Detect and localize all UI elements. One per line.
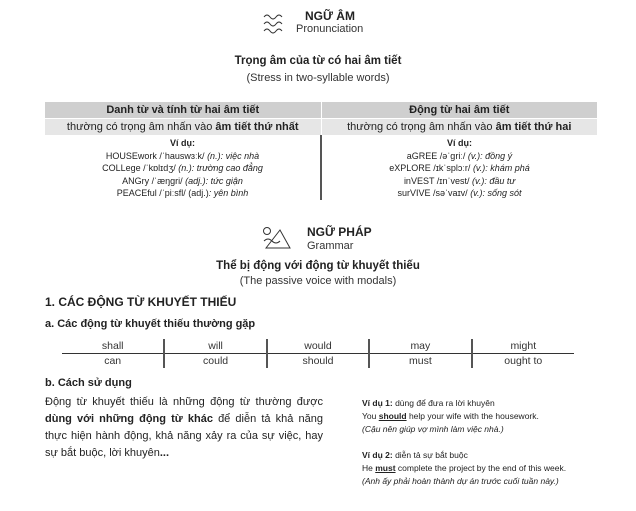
sentence-part: complete the project by the end of this week. xyxy=(395,463,567,473)
example-meaning: : đồng ý xyxy=(480,150,513,161)
example-desc: diễn tả sự bắt buộc xyxy=(392,450,468,460)
para-text: để diễn tả khả năng thực hiện hành động, khả năng xảy ra của sự việc, hay sự bắt buộc, lời khuyên xyxy=(45,413,323,459)
stress-table xyxy=(45,102,597,200)
table-cell: would xyxy=(267,339,369,354)
example-word: COLLege /ˈkɒlɪdʒ/ xyxy=(102,163,179,173)
example-word: aGREE /əˈgriː/ xyxy=(406,150,468,161)
example-1 xyxy=(362,397,622,436)
sentence-part: He xyxy=(362,463,376,473)
table-cell: can xyxy=(104,355,122,367)
section-title: NGỮ PHÁP xyxy=(307,225,372,239)
translation: (Anh ấy phải hoàn thành dự án trước cuối tuần này.) xyxy=(362,476,559,486)
translation: (Cậu nên giúp vợ mình làm việc nhà.) xyxy=(362,424,504,434)
example-pos: (n.) xyxy=(178,163,192,173)
example-meaning: : trường cao đẳng xyxy=(191,163,263,173)
example-pos: (v.) xyxy=(470,188,483,198)
table-cell: might xyxy=(472,339,574,354)
topic-heading-en: (The passive voice with modals) xyxy=(239,275,397,287)
example-word: ANGry /ˈæŋgri/ xyxy=(122,175,186,186)
example-label: Ví dụ: xyxy=(170,138,195,148)
rule-bold: âm tiết thứ hai xyxy=(495,121,572,133)
rule-bold: âm tiết thứ nhất xyxy=(215,121,299,133)
wave-icon xyxy=(262,12,288,36)
example-pos: (n.) xyxy=(207,150,221,161)
sentence-part: help your wife with the housework. xyxy=(406,411,539,421)
example-pos: (v.) xyxy=(472,163,486,173)
rule-text xyxy=(45,119,321,135)
column-header: Danh từ và tính từ hai âm tiết xyxy=(45,102,321,118)
example-item xyxy=(45,187,320,200)
example-item xyxy=(45,175,320,188)
example-word: inVEST /ɪnˈvest/ xyxy=(403,175,472,186)
modal-word: should xyxy=(378,411,407,421)
examples-box xyxy=(362,397,622,488)
column-header: Động từ hai âm tiết xyxy=(322,102,598,118)
rule-prefix: thường có trọng âm nhấn vào xyxy=(66,121,216,133)
para-text: Động từ khuyết thiếu là những động từ thường được xyxy=(45,396,323,408)
example-label: Ví dụ 2: xyxy=(362,450,393,460)
sentence-part: You xyxy=(362,411,379,421)
table-cell: will xyxy=(164,339,266,354)
example-item xyxy=(45,150,320,163)
example-pos: (adj.) xyxy=(185,175,206,186)
table-cell: may xyxy=(369,339,471,354)
examples-column xyxy=(45,135,322,200)
example-item xyxy=(322,175,597,188)
topic-heading: Trọng âm của từ có hai âm tiết xyxy=(234,55,402,67)
example-item xyxy=(45,162,320,175)
table-cell: should xyxy=(267,354,369,369)
para-ellipsis: ... xyxy=(159,447,170,459)
topic-heading-en: (Stress in two-syllable words) xyxy=(246,72,390,84)
modals-table xyxy=(62,339,574,368)
example-pos: (v.) xyxy=(467,150,481,161)
section-subtitle: Grammar xyxy=(307,240,354,252)
example-meaning: : đầu tư xyxy=(484,175,516,186)
examples-column xyxy=(322,135,597,200)
subsection-heading: b. Cách sử dụng xyxy=(45,377,132,389)
example-pos: (adj.) xyxy=(188,188,209,198)
example-item xyxy=(322,162,597,175)
example-meaning: : tức giận xyxy=(205,175,243,186)
usage-paragraph xyxy=(45,394,323,462)
example-label: Ví dụ: xyxy=(447,138,472,148)
example-meaning: : yên bình xyxy=(208,188,249,198)
section-subtitle: Pronunciation xyxy=(296,23,364,35)
table-row xyxy=(62,354,574,369)
table-cell: shall xyxy=(62,339,164,354)
example-meaning: : khám phá xyxy=(485,163,530,173)
section-title: NGỮ ÂM xyxy=(305,9,355,23)
example-2 xyxy=(362,449,622,488)
topic-heading: Thể bị động với động từ khuyết thiếu xyxy=(216,260,420,272)
subsection-heading: a. Các động từ khuyết thiếu thường gặp xyxy=(45,318,256,330)
rule-prefix: thường có trọng âm nhấn vào xyxy=(347,121,496,133)
para-bold: dùng với những động từ khác xyxy=(45,413,213,425)
example-word: PEACEful /ˈpiːsfl/ xyxy=(116,188,189,198)
example-desc: dùng để đưa ra lời khuyên xyxy=(392,398,495,408)
table-row xyxy=(62,339,574,354)
example-word: surVIVE /səˈvaɪv/ xyxy=(397,188,471,198)
example-item xyxy=(322,187,597,200)
rule-text xyxy=(322,119,598,135)
example-word: HOUSEwork /ˈhauswɜːk/ xyxy=(105,150,208,161)
table-cell: could xyxy=(164,354,266,369)
mountain-icon xyxy=(262,226,292,250)
example-label: Ví dụ 1: xyxy=(362,398,393,408)
example-meaning: : sống sót xyxy=(482,188,522,198)
section-heading: 1. CÁC ĐỘNG TỪ KHUYẾT THIẾU xyxy=(45,295,237,309)
modal-word: must xyxy=(375,463,396,473)
table-cell: ought to xyxy=(472,354,574,369)
example-word: eXPLORE /ɪkˈsplɔːr/ xyxy=(389,163,473,173)
example-pos: (v.) xyxy=(472,175,485,186)
example-meaning: : việc nhà xyxy=(220,150,260,161)
example-item xyxy=(322,150,597,163)
table-cell: must xyxy=(369,354,471,369)
